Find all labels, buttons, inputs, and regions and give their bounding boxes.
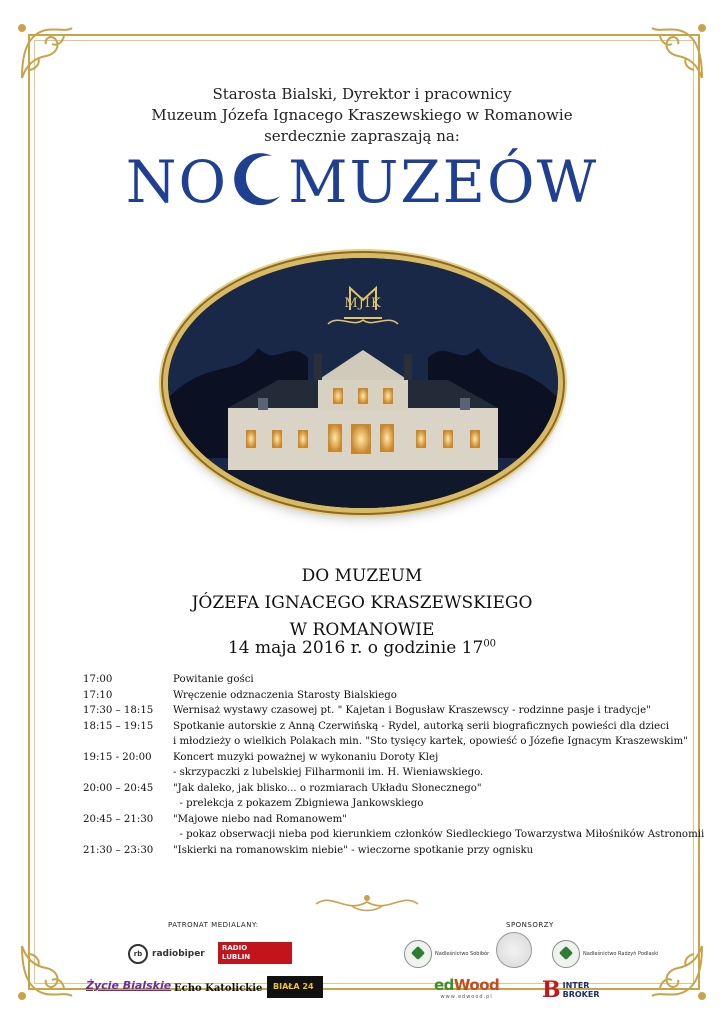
biala24-logo: BIAŁA 24	[267, 976, 323, 998]
media-patron-label: PATRONAT MEDIALANY:	[168, 921, 259, 929]
venue-heading	[0, 563, 724, 644]
forestry-emblem-icon	[404, 940, 432, 968]
corner-flourish-icon	[646, 22, 708, 84]
schedule-desc: - skrzypaczki z lubelskiej Filharmonii im. H. Wieniawskiego.	[173, 767, 484, 778]
intro-line: serdecznie zapraszają na:	[264, 127, 460, 145]
schedule-desc: "Majowe niebo nad Romanowem"	[173, 813, 347, 825]
schedule-time: 17:30 – 18:15	[83, 705, 154, 716]
interbroker-text: INTER	[562, 981, 590, 990]
sponsors-label: SPONSORZY	[506, 921, 554, 929]
photo-monogram: MJIK	[344, 296, 382, 311]
date-superscript: 00	[483, 638, 497, 650]
schedule-time: 18:15 – 19:15	[83, 720, 154, 732]
schedule-time: 20:45 – 21:30	[83, 813, 154, 825]
schedule-desc: - pokaz obserwacji nieba pod kierunkiem członków Siedleckiego Towarzystwa Miłośników Astronomii	[173, 829, 705, 840]
sobibor-forestry-logo	[404, 940, 489, 968]
radio-lublin-text: LUBLIN	[222, 953, 251, 961]
crescent-moon-icon	[228, 148, 288, 208]
venue-line: DO MUZEUM	[301, 566, 423, 586]
schedule-time: 20:00 – 20:45	[83, 782, 154, 794]
intro-line: Muzeum Józefa Ignacego Kraszewskiego w Romanowie	[151, 106, 573, 124]
forestry-emblem-icon	[552, 940, 580, 968]
schedule-desc: "Jak daleko, jak blisko... o rozmiarach Układu Słonecznego"	[173, 782, 482, 794]
echo-katolickie-logo: Echo Katolickie	[174, 983, 263, 994]
interbroker-mark: B	[542, 977, 561, 1003]
page-title	[0, 148, 724, 216]
date-text: 14 maja 2016 r. o godzinie 17	[227, 638, 484, 658]
invitation-intro	[0, 84, 724, 147]
schedule-desc: Powitanie gości	[173, 674, 254, 685]
list-item	[83, 688, 683, 704]
schedule-desc: i młodzieży o wielkich Polakach min. "Sto tysięcy kartek, opowieść o Józefie Ignacym Kraszewskim"	[173, 736, 688, 747]
schedule-time: 17:00	[83, 674, 113, 685]
edwood-text: ed	[434, 976, 454, 994]
schedule-desc: Wręczenie odznaczenia Starosty Bialskiego	[173, 689, 397, 701]
zycie-bialskie-logo: Życie Bialskie	[86, 979, 172, 992]
divider-flourish-icon	[312, 888, 422, 918]
schedule-time: 19:15 - 20:00	[83, 751, 152, 763]
schedule-time: 21:30 – 23:30	[83, 844, 154, 856]
radzyn-text: Nadleśnictwo Radzyń Podlaski	[583, 951, 659, 957]
list-item	[83, 843, 683, 859]
schedule-list	[83, 672, 705, 858]
radiobiper-logo	[128, 944, 205, 964]
sobibor-text: Nadleśnictwo Sobibór	[435, 951, 490, 957]
schedule-desc: Spotkanie autorskie z Anną Czerwińską - Rydel, autorką serii biograficznych powieści dla dzieci	[173, 720, 670, 732]
title-part: NO	[125, 148, 229, 216]
list-item	[83, 781, 683, 812]
schedule-desc: Wernisaż wystawy czasowej pt. " Kajetan i Bogusław Kraszewscy - rodzinne pasje i tradycje"	[173, 705, 651, 716]
edwood-url: www.edwood.pl	[440, 994, 493, 1000]
schedule-desc: Koncert muzyki poważnej w wykonaniu Doroty Klej	[173, 751, 439, 763]
museum-photo	[168, 258, 558, 508]
interbroker-logo	[542, 977, 600, 1003]
title-part: MUZEÓW	[288, 148, 599, 216]
venue-line: JÓZEFA IGNACEGO KRASZEWSKIEGO	[191, 593, 533, 613]
radiobiper-mark: rb	[128, 944, 148, 964]
corner-flourish-icon	[16, 940, 78, 1002]
edwood-logo	[434, 976, 499, 1000]
corner-flourish-icon	[16, 22, 78, 84]
interbroker-text: BROKER	[562, 990, 600, 999]
schedule-time: 17:10	[83, 689, 113, 701]
schedule-desc: "Iskierki na romanowskim niebie" - wieczorne spotkanie przy ognisku	[173, 844, 534, 856]
list-item	[83, 719, 688, 750]
radiobiper-text: radiobiper	[152, 949, 205, 959]
county-seal-icon	[496, 932, 532, 968]
list-item	[83, 672, 683, 688]
venue-line: W ROMANOWIE	[289, 620, 435, 640]
list-item	[83, 703, 683, 719]
list-item	[83, 750, 683, 781]
radio-lublin-text: RADIO	[222, 944, 248, 952]
event-date	[0, 638, 724, 658]
radio-lublin-logo	[218, 942, 292, 964]
list-item	[83, 812, 705, 843]
radzyn-forestry-logo	[552, 940, 658, 968]
edwood-text: Wood	[453, 976, 500, 994]
schedule-desc: - prelekcja z pokazem Zbigniewa Jankowskiego	[173, 798, 424, 809]
intro-line: Starosta Bialski, Dyrektor i pracownicy	[212, 85, 512, 103]
